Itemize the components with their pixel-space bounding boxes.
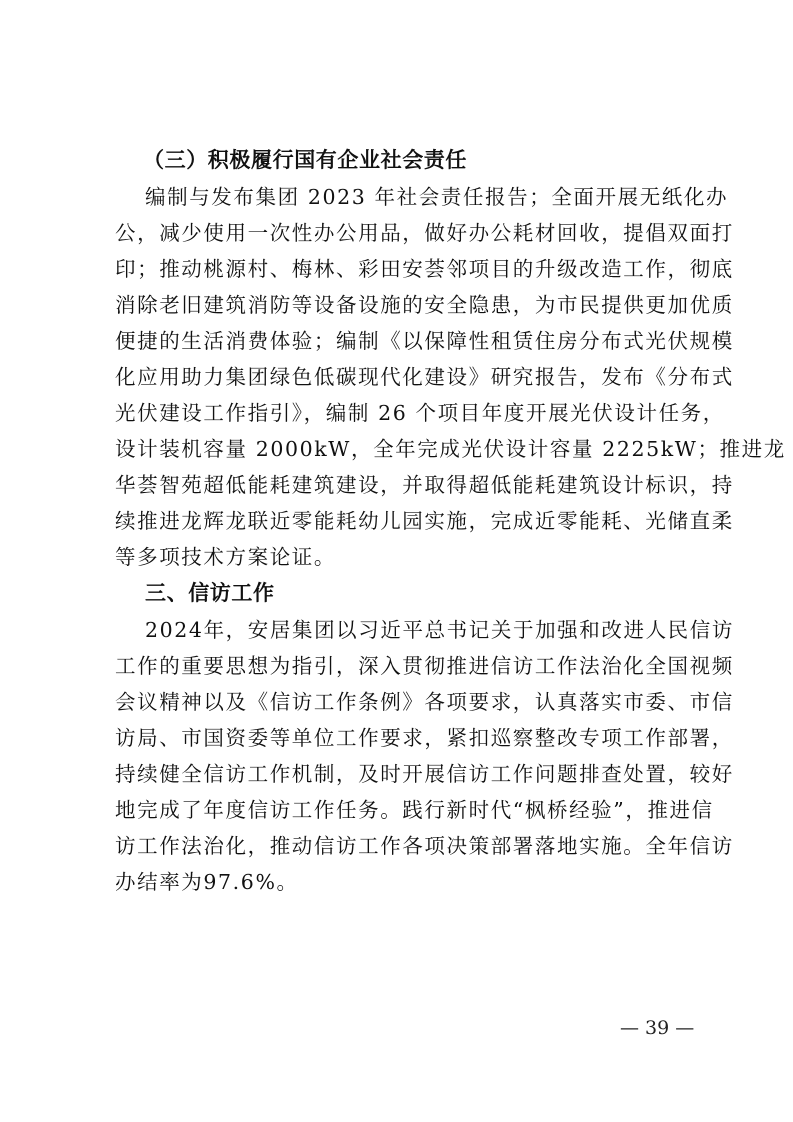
paragraph-line: 办结率为97.6%。 (115, 870, 299, 894)
page-number: — 39 — (620, 1017, 695, 1039)
paragraph-petition-work (115, 612, 734, 900)
paragraph-line: 地完成了年度信访工作任务。践行新时代“枫桥经验”，推进信 (115, 798, 714, 822)
page-content (115, 142, 786, 900)
paragraph-line: 消除老旧建筑消防等设备设施的安全隐患，为市民提供更加优质 (115, 293, 734, 317)
paragraph-social-responsibility (115, 179, 786, 575)
paragraph-line: 印；推动桃源村、梅林、彩田安荟邻项目的升级改造工作，彻底 (115, 257, 734, 281)
section-heading-social-responsibility: （三）积极履行国有企业社会责任 (143, 148, 467, 172)
section-heading-petition-work: 三、信访工作 (145, 581, 275, 605)
paragraph-line: 续推进龙辉龙联近零能耗幼儿园实施，完成近零能耗、光储直柔 (115, 509, 734, 533)
paragraph-line: 公，减少使用一次性办公用品，做好办公耗材回收，提倡双面打 (115, 221, 734, 245)
paragraph-line: 便捷的生活消费体验；编制《以保障性租赁住房分布式光伏规模 (115, 329, 734, 353)
paragraph-line: 持续健全信访工作机制，及时开展信访工作问题排查处置，较好 (115, 762, 734, 786)
paragraph-line: 工作的重要思想为指引，深入贯彻推进信访工作法治化全国视频 (115, 654, 734, 678)
paragraph-line: 设计装机容量 2000kW，全年完成光伏设计容量 2225kW；推进龙 (115, 437, 786, 461)
paragraph-line: 2024年，安居集团以习近平总书记关于加强和改进人民信访 (145, 618, 734, 642)
paragraph-line: 化应用助力集团绿色低碳现代化建设》研究报告，发布《分布式 (115, 365, 734, 389)
paragraph-line: 访局、市国资委等单位工作要求，紧扣巡察整改专项工作部署， (115, 726, 734, 750)
paragraph-line: 华荟智苑超低能耗建筑建设，并取得超低能耗建筑设计标识，持 (115, 473, 734, 497)
paragraph-line: 光伏建设工作指引》，编制 26 个项目年度开展光伏设计任务， (115, 401, 725, 425)
paragraph-line: 编制与发布集团 2023 年社会责任报告；全面开展无纸化办 (145, 185, 729, 209)
paragraph-line: 等多项技术方案论证。 (115, 545, 336, 569)
paragraph-line: 访工作法治化，推动信访工作各项决策部署落地实施。全年信访 (115, 834, 734, 858)
paragraph-line: 会议精神以及《信访工作条例》各项要求，认真落实市委、市信 (115, 690, 734, 714)
